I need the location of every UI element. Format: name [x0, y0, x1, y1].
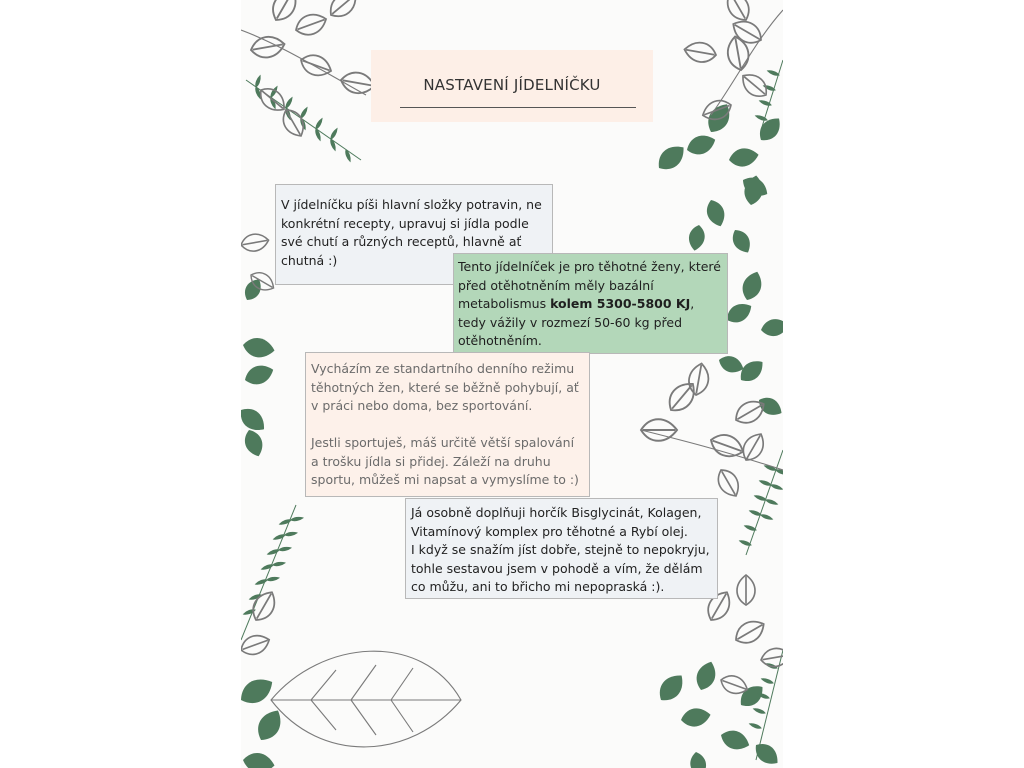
menu-page [241, 0, 783, 768]
energy-range-highlight: kolem 5300-5800 KJ [550, 296, 691, 311]
audience-text-before: Tento jídelníček je pro těhotné ženy, které před otěhotněním měly bazální metabolismus [458, 259, 721, 311]
note-supplements [405, 498, 718, 599]
page-title: NASTAVENÍ JÍDELNÍČKU [423, 76, 601, 94]
note-audience [453, 253, 728, 354]
audience-text-after: , tedy vážily v rozmezí 50-60 kg před otěhotněním. [458, 296, 695, 348]
title-banner [371, 50, 653, 122]
intro-text: V jídelníčku píši hlavní složky potravin, ne konkrétní recepty, upravuj si jídla podle své chutí a různých receptů, hlavně ať chutná :) [281, 197, 542, 268]
supplements-text: Já osobně doplňuji horčík Bisglycinát, Kolagen, Vitamínový komplex pro těhotné a Rybí olej. [411, 505, 702, 539]
sport-text: Jestli sportuješ, máš určitě větší spalování a trošku jídla si přidej. Záleží na druhu sportu, můžeš mi napsat a vymyslíme to :) [311, 435, 579, 487]
personal-text: I když se snažím jíst dobře, stejně to nepokryju, tohle sestavou jsem v pohodě a vím, že dělám co můžu, ani to břicho mi nepopraská :). [411, 542, 710, 594]
title-underline [400, 107, 636, 108]
regime-text: Vycházím ze standartního denního režimu těhotných žen, které se běžně pohybují, ať v práci nebo doma, bez sportování. [311, 361, 579, 413]
paragraph-gap [311, 416, 585, 435]
audience-text [458, 258, 723, 351]
note-regime [305, 352, 590, 497]
